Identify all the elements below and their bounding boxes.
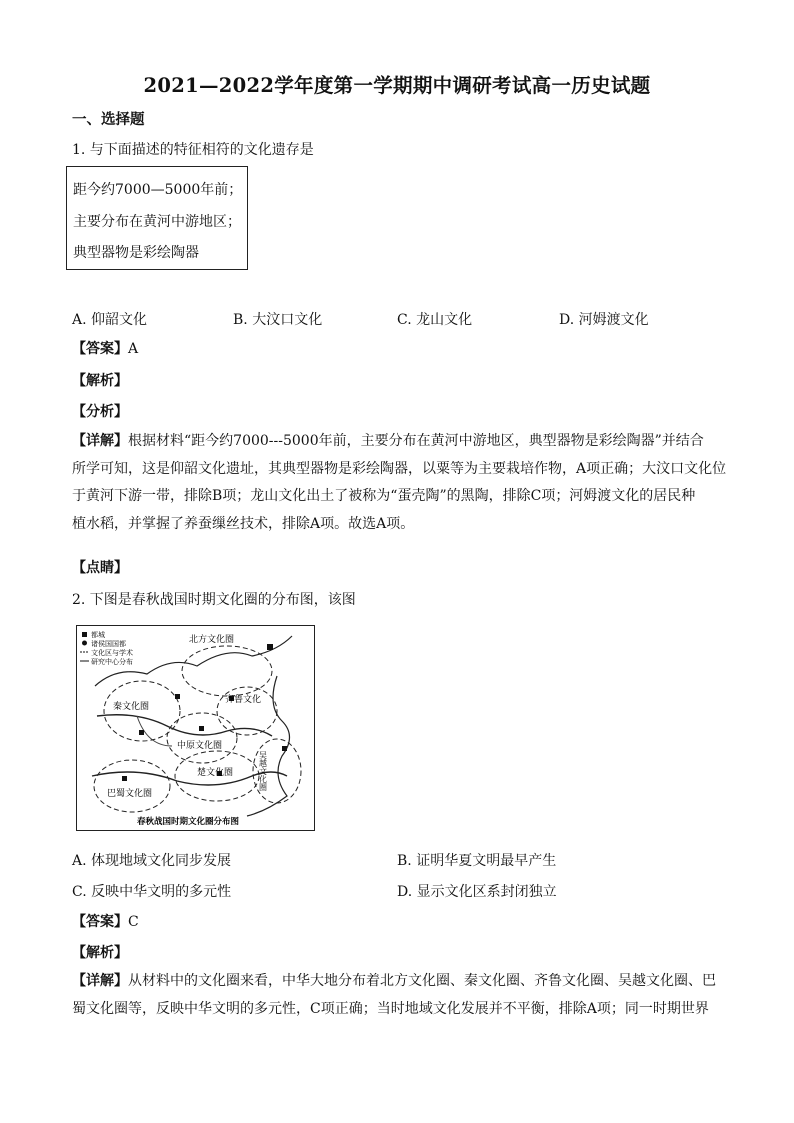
legend-text: 诸侯国国都 xyxy=(91,640,126,648)
map-label: 楚文化圈 xyxy=(197,768,234,778)
detail-line: 根据材料“距今约7000---5000年前，主要分布在黄河中游地区，典型器物是彩绘陶器”并结合 xyxy=(128,433,704,449)
q2-jiexi: 【解析】 xyxy=(72,945,128,961)
page-title: 2021—2022学年度第一学期期中调研考试高一历史试题 xyxy=(143,74,651,97)
map-drawing xyxy=(77,626,314,830)
map-label: 秦文化圈 xyxy=(113,702,150,712)
detail-line: 植水稻，并掌握了养蚕缫丝技术，排除A项。故选A项。 xyxy=(72,515,415,532)
map-label: 齐鲁文化 xyxy=(225,695,262,705)
zhongyuan-circle xyxy=(167,713,237,763)
q2-detail xyxy=(72,968,724,1023)
q1-answer xyxy=(72,339,138,359)
answer-value: A xyxy=(128,341,139,357)
detail-line: 从材料中的文化圈来看，中华大地分布着北方文化圈、秦文化圈、齐鲁文化圈、吴越文化圈、巴 xyxy=(128,973,716,989)
q1-box-line: 主要分布在黄河中游地区； xyxy=(73,214,241,230)
q1-option-b: B. 大汶口文化 xyxy=(233,312,323,328)
q1-option-d: D. 河姆渡文化 xyxy=(559,312,649,328)
q1-detail xyxy=(72,428,727,538)
capital-marker xyxy=(199,726,204,731)
q1-material-box xyxy=(66,166,248,270)
culture-map xyxy=(76,625,315,831)
map-label: 吴越文化圈 xyxy=(258,751,268,791)
map-label: 中原文化圈 xyxy=(177,741,223,751)
q1-option-a: A. 仰韶文化 xyxy=(72,312,148,328)
q1-fenxi: 【分析】 xyxy=(72,404,128,420)
capital-marker xyxy=(139,730,144,735)
map-label: 北方文化圈 xyxy=(189,635,235,645)
q2-option-b: B. 证明华夏文明最早产生 xyxy=(397,853,557,869)
legend-marker xyxy=(82,641,87,646)
answer-label: 【答案】 xyxy=(72,914,128,930)
detail-line: 所学可知，这是仰韶文化遗址，其典型器物是彩绘陶器，以粟等为主要栽培作物，A项正确；大汶口文化位 xyxy=(72,460,727,477)
q1-box-line: 典型器物是彩绘陶器 xyxy=(73,245,199,261)
legend-text: 研究中心分布 xyxy=(91,658,133,666)
legend-text: 都城 xyxy=(91,631,105,639)
section-heading: 一、选择题 xyxy=(72,111,145,128)
detail-label: 【详解】 xyxy=(72,973,128,989)
detail-line: 于黄河下游一带，排除B项；龙山文化出土了被称为“蛋壳陶”的黑陶，排除C项；河姆渡文化的居民种 xyxy=(72,488,696,504)
q2-option-d: D. 显示文化区系封闭独立 xyxy=(397,884,557,900)
answer-value: C xyxy=(128,914,139,930)
capital-marker xyxy=(267,644,273,650)
map-label: 巴蜀文化圈 xyxy=(107,789,153,799)
yellow-river xyxy=(97,715,272,736)
capital-marker xyxy=(282,746,287,751)
bashu-circle xyxy=(94,760,170,812)
q2-option-c: C. 反映中华文明的多元性 xyxy=(72,884,232,900)
legend-marker xyxy=(82,632,87,637)
map-caption: 春秋战国时期文化圈分布图 xyxy=(137,817,240,827)
q1-option-c: C. 龙山文化 xyxy=(397,312,473,328)
q2-option-a: A. 体现地域文化同步发展 xyxy=(72,853,232,869)
q1-jiexi: 【解析】 xyxy=(72,373,128,389)
q2-stem: 2. 下图是春秋战国时期文化圈的分布图，该图 xyxy=(72,592,356,608)
q1-box-line: 距今约7000—5000年前； xyxy=(73,182,243,198)
answer-label: 【答案】 xyxy=(72,341,128,357)
capital-marker xyxy=(122,776,127,781)
q1-stem: 1. 与下面描述的特征相符的文化遗存是 xyxy=(72,142,314,158)
legend-text: 文化区与学术 xyxy=(91,649,133,657)
capital-marker xyxy=(175,694,180,699)
detail-label: 【详解】 xyxy=(72,433,128,449)
detail-line: 蜀文化圈等，反映中华文明的多元性，C项正确；当时地域文化发展并不平衡，排除A项；同一时期世界 xyxy=(72,1000,709,1017)
q1-dianjing: 【点睛】 xyxy=(72,560,128,576)
q2-answer xyxy=(72,912,139,932)
